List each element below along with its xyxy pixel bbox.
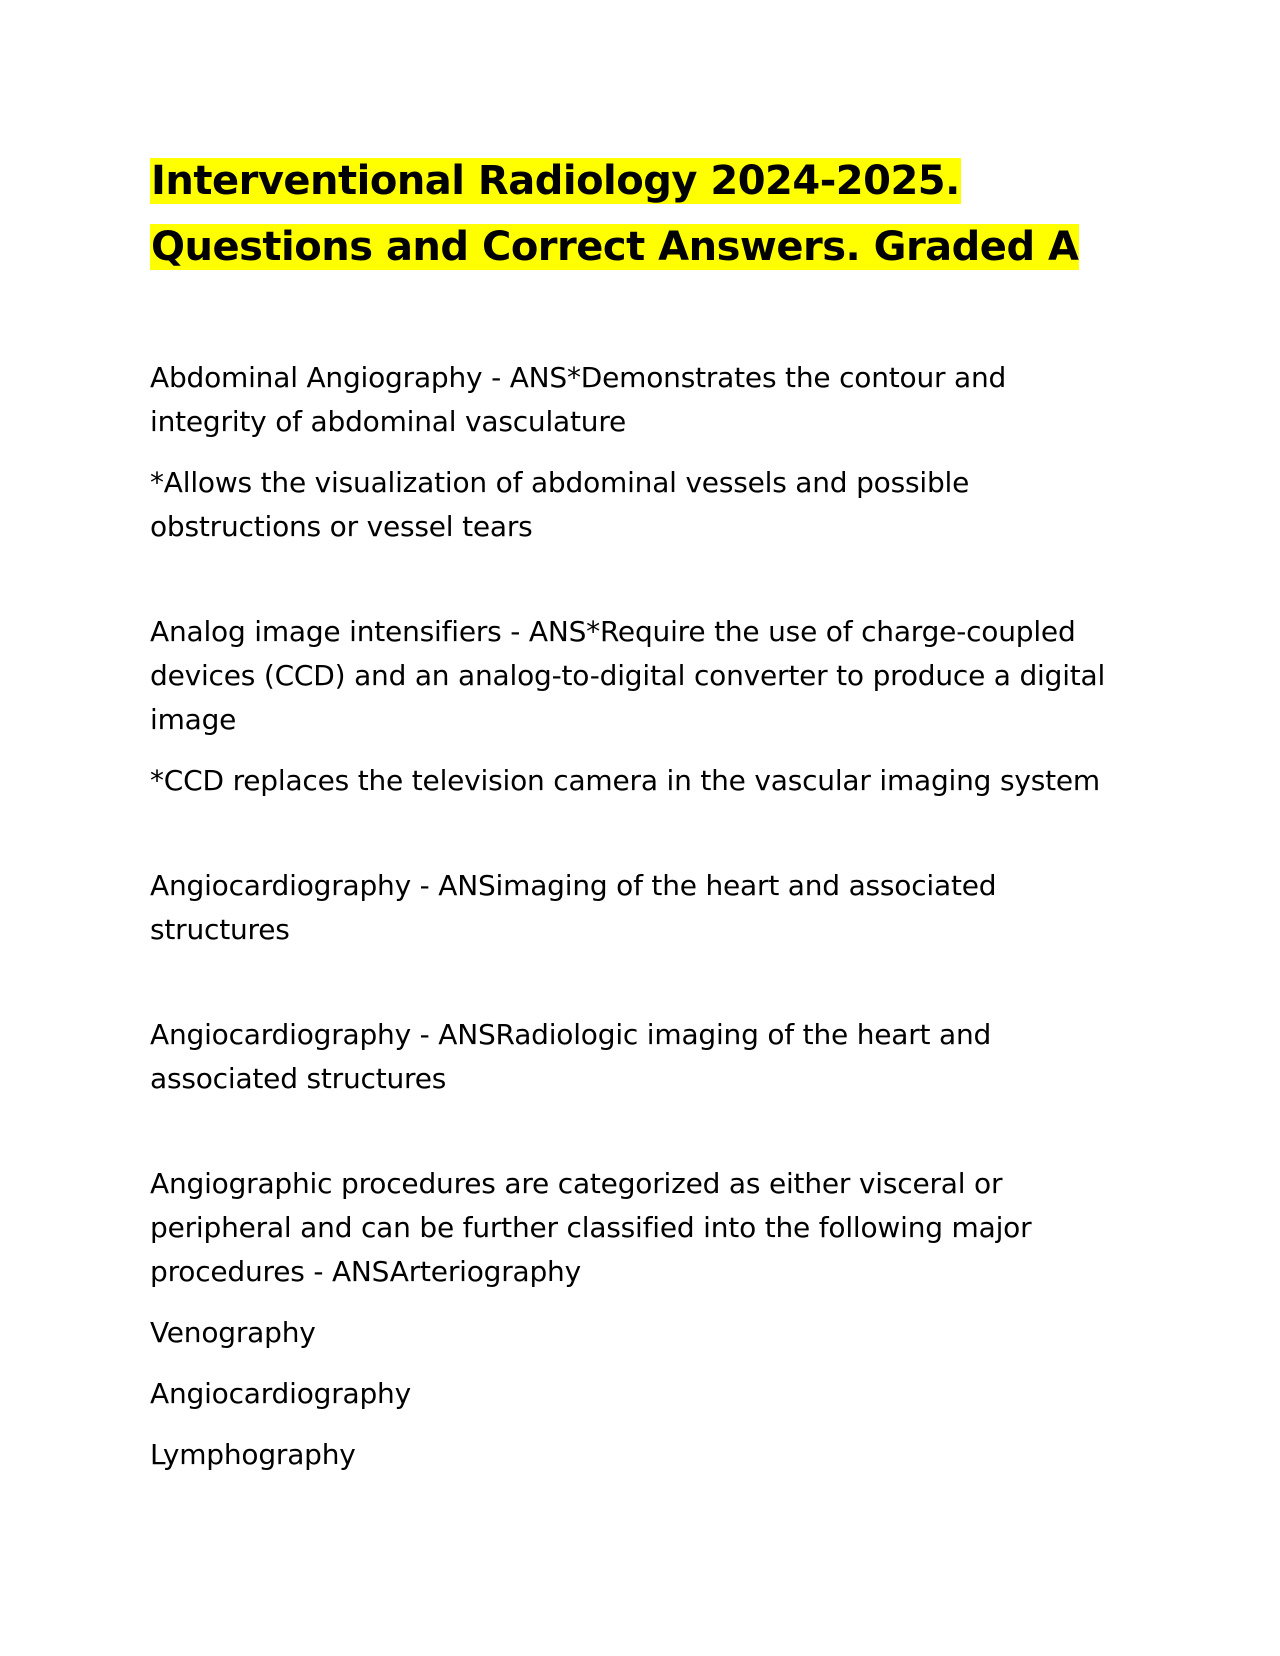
title-highlight: Interventional Radiology 2024-2025. Questions and Correct Answers. Graded A <box>151 158 1079 270</box>
qa-paragraph: *Allows the visualization of abdominal vessels and possible obstructions or vessel tears <box>150 466 970 543</box>
qa-paragraph: Abdominal Angiography - ANS*Demonstrates the contour and integrity of abdominal vasculature <box>150 361 1007 438</box>
qa-paragraph: Angiocardiography <box>150 1377 411 1410</box>
document-title <box>150 148 1130 280</box>
qa-paragraph: Angiocardiography - ANSRadiologic imaging of the heart and associated structures <box>150 1018 992 1095</box>
qa-entry <box>150 864 1130 952</box>
qa-entry <box>150 1013 1130 1101</box>
qa-entry <box>150 356 1130 549</box>
qa-entry <box>150 610 1130 803</box>
document-content <box>150 356 1130 1477</box>
qa-paragraph: Angiographic procedures are categorized as either visceral or peripheral and can be further classified into the following major procedures - ANSArteriography <box>150 1167 1032 1288</box>
qa-paragraph: Analog image intensifiers - ANS*Require the use of charge-coupled devices (CCD) and an analog-to-digital converter to produce a digital image <box>150 615 1106 736</box>
qa-paragraph: Lymphography <box>150 1438 356 1471</box>
qa-paragraph: Angiocardiography - ANSimaging of the heart and associated structures <box>150 869 997 946</box>
document-page <box>150 148 1130 1477</box>
qa-entry <box>150 1162 1130 1477</box>
qa-paragraph: *CCD replaces the television camera in the vascular imaging system <box>150 764 1100 797</box>
qa-paragraph: Venography <box>150 1316 316 1349</box>
